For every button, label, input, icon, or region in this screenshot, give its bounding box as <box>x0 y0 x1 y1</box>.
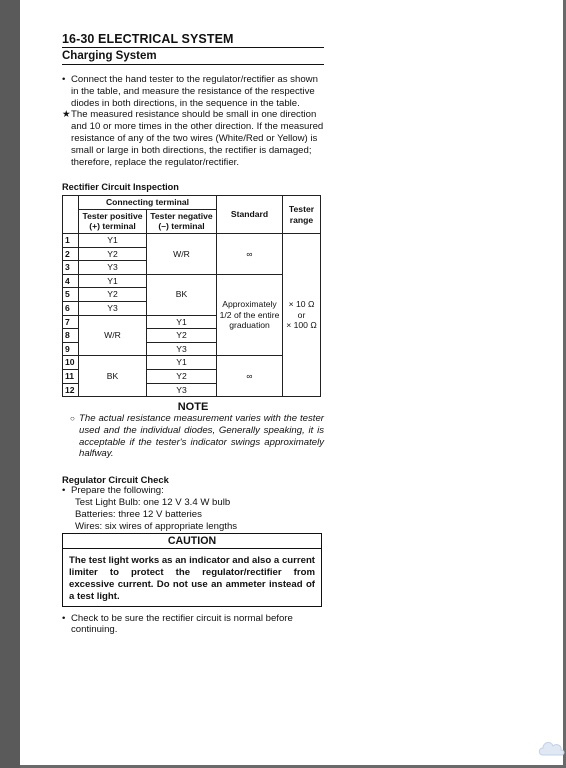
negative-cell: Y1 <box>147 315 217 329</box>
standard-cell: ∞ <box>217 233 283 274</box>
document-page <box>62 26 324 636</box>
negative-header: Tester negative (–) terminal <box>147 209 217 233</box>
positive-header: Tester positive (+) terminal <box>79 209 147 233</box>
star-marker: ★ <box>62 109 71 121</box>
supply-item: Test Light Bulb: one 12 V 3.4 W bulb <box>75 497 231 509</box>
row-number: 5 <box>63 288 79 302</box>
negative-cell: W/R <box>147 233 217 274</box>
negative-cell: Y2 <box>147 329 217 343</box>
final-item-text: Check to be sure the rectifier circuit is normal before continuing. <box>71 612 293 636</box>
row-number: 8 <box>63 329 79 343</box>
negative-cell: Y3 <box>147 383 217 397</box>
note-marker: ○ <box>70 414 75 424</box>
supply-item: Wires: six wires of appropriate lengths <box>75 520 238 532</box>
rectifier-table <box>62 195 321 397</box>
positive-cell: Y1 <box>79 233 147 247</box>
row-number: 6 <box>63 301 79 315</box>
table-corner-cell <box>63 196 79 234</box>
table-row <box>63 233 321 247</box>
viewer-left-strip <box>0 0 20 768</box>
range-line: or <box>297 309 306 320</box>
subsection-rule <box>62 64 324 65</box>
caution-box <box>62 533 322 606</box>
title-rule <box>62 47 324 48</box>
row-number: 9 <box>63 342 79 356</box>
intro-list <box>62 74 324 168</box>
table-row <box>63 274 321 288</box>
row-number: 4 <box>63 274 79 288</box>
positive-cell: Y1 <box>79 274 147 288</box>
row-number: 12 <box>63 383 79 397</box>
range-cell <box>283 233 321 396</box>
caution-text: The test light works as an indicator and also a current limiter to protect the regulator/rectifier from excessive current. Do not use an ammeter instead of a test light. <box>69 555 315 602</box>
intro-item-text: The measured resistance should be small in one direction and 10 or more times in the other direction. If the measured resistance of any of the two wires (White/Red or Yellow) is small or large in both directions, the rectifier is damaged; therefore, replace the regulator/rectifier. <box>71 109 324 168</box>
section-title: 16-30 ELECTRICAL SYSTEM <box>62 32 234 46</box>
prepare-text: Prepare the following: <box>71 485 164 497</box>
note-heading: NOTE <box>177 401 209 414</box>
standard-cell: Approximately 1/2 of the entire graduation <box>217 274 283 356</box>
row-number: 2 <box>63 247 79 261</box>
bullet-marker: • <box>62 612 66 624</box>
table-row <box>63 356 321 370</box>
range-line: × 100 Ω <box>286 320 317 331</box>
standard-header: Standard <box>217 196 283 234</box>
intro-item <box>62 74 324 109</box>
negative-cell: BK <box>147 274 217 315</box>
positive-cell: BK <box>79 356 147 397</box>
row-number: 11 <box>63 369 79 383</box>
positive-cell: Y3 <box>79 301 147 315</box>
bullet-marker: • <box>62 74 66 85</box>
range-line: × 10 Ω <box>288 299 315 310</box>
subsection-title: Charging System <box>62 50 157 62</box>
prepare-item <box>62 485 324 497</box>
final-item <box>62 613 324 637</box>
intro-item-text: Connect the hand tester to the regulator/rectifier as shown in the table, and measure the resistance of the respective diodes in both directions, in the sequence in the table. <box>71 74 318 109</box>
negative-cell: Y1 <box>147 356 217 370</box>
supply-item: Batteries: three 12 V batteries <box>75 508 202 520</box>
row-number: 1 <box>63 233 79 247</box>
note-body: The actual resistance measurement varies with the tester used and the individual diodes, Generally speaking, it is acceptable if the tester's indicator swings approximately halfway. <box>79 413 324 460</box>
intro-item <box>62 109 324 168</box>
caution-heading: CAUTION <box>63 534 321 549</box>
row-number: 7 <box>63 315 79 329</box>
cloud-icon <box>537 737 565 759</box>
positive-cell: Y3 <box>79 261 147 275</box>
negative-cell: Y2 <box>147 369 217 383</box>
note-text <box>62 413 324 460</box>
positive-cell: Y2 <box>79 247 147 261</box>
range-header: Tester range <box>283 196 321 234</box>
rectifier-heading: Rectifier Circuit Inspection <box>62 182 179 193</box>
group-header: Connecting terminal <box>79 196 217 210</box>
regulator-heading: Regulator Circuit Check <box>62 474 169 486</box>
row-number: 10 <box>63 356 79 370</box>
row-number: 3 <box>63 261 79 275</box>
standard-cell: ∞ <box>217 356 283 397</box>
positive-cell: Y2 <box>79 288 147 302</box>
negative-cell: Y3 <box>147 342 217 356</box>
positive-cell: W/R <box>79 315 147 356</box>
bullet-marker: • <box>62 485 66 497</box>
